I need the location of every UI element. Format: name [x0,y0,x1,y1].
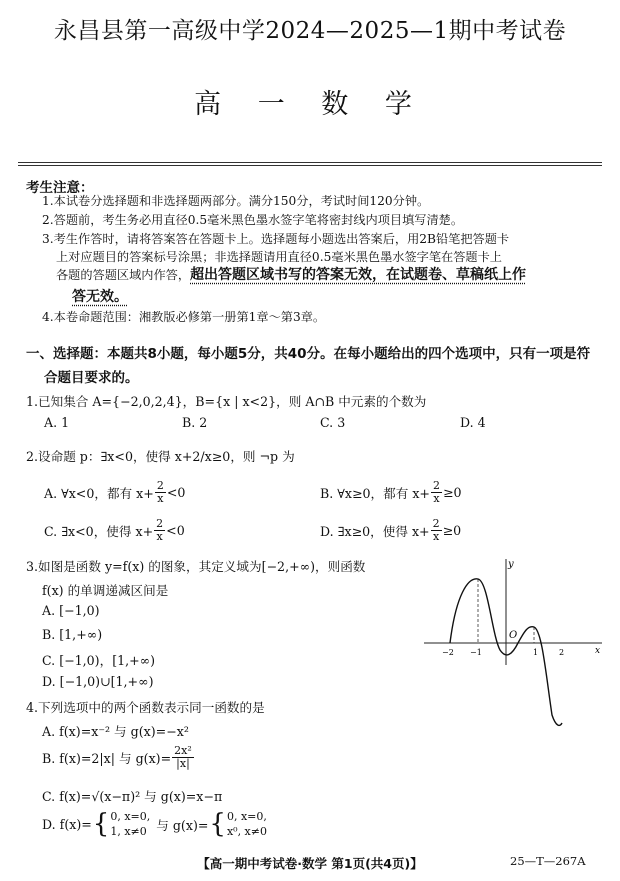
question-2-option-c [44,518,185,543]
note-3-line-2: 上对应题目的答案标号涂黑；非选择题请用直径0.5毫米黑色墨水签字笔在答题卡上 [56,250,502,264]
note-3-line-1: 3.考生作答时，请将答案答在答题卡上。选择题每小题选出答案后，用2B铅笔把答题卡 [42,232,510,246]
brace: { [92,809,110,839]
note-1: 1.本试卷分选择题和非选择题两部分。满分150分，考试时间120分钟。 [42,194,430,208]
tick-label: 2 [559,648,565,657]
question-2-option-b [320,480,462,505]
frac-den: x [433,492,440,505]
question-3-option-d: D. [−1,0)∪[1,+∞) [42,674,154,689]
fraction [431,518,442,543]
note-4: 4.本卷命题范围：湘教版必修第一册第1章～第3章。 [42,310,326,324]
question-4-option-b [42,745,194,770]
opt-text: <0 [166,485,186,500]
frac-num: 2x² [174,744,192,757]
divider-top [18,162,602,163]
origin-label: O [509,630,518,641]
frac-den: |x| [176,757,190,770]
frac-den: x [156,530,163,543]
fraction [431,480,442,505]
question-2-stem: 2.设命题 p：∃x<0，使得 x+2/x≥0，则 ¬p 为 [26,449,295,464]
question-2-option-a [44,480,185,505]
x-axis-label: x [595,646,601,656]
frac-num: 2 [156,517,164,530]
frac-num: 2 [432,517,440,530]
question-4-option-a: A. f(x)=x⁻² 与 g(x)=−x² [42,724,189,739]
piece: 0, x=0, [110,810,151,823]
question-1-option-c: C. 3 [320,415,346,430]
exam-title: 永昌县第一高级中学2024—2025—1期中考试卷 [53,18,567,44]
function-graph [420,555,610,735]
question-3-option-b: B. [1,+∞) [42,627,103,642]
note-3-line-3 [56,266,526,284]
opt-text: 与 g(x)= [156,817,209,833]
piece: x⁰, x≠0 [226,825,267,838]
opt-text: C. ∃x<0，使得 x+ [44,524,154,539]
frac-den: x [432,530,440,543]
question-4-option-c: C. f(x)=√(x−π)² 与 g(x)=x−π [42,789,223,804]
piecewise-f [110,809,150,839]
question-3-option-c: C. [−1,0)，[1,+∞) [42,653,156,668]
opt-text: ≥0 [442,485,462,500]
page-footer: 【高一期中考试卷·数学 第1页(共4页)】 [197,856,423,871]
section-heading: 一、选择题：本题共8小题，每小题5分，共40分。在每小题给出的四个选项中，只有一项是符 [26,346,591,362]
opt-text: D. f(x)= [42,816,92,832]
question-3-stem-1: 3.如图是函数 y=f(x) 的图象，其定义域为[−2,+∞)，则函数 [26,559,366,574]
opt-text: D. ∃x≥0，使得 x+ [320,524,430,539]
piece: 0, x=0, [226,810,267,823]
question-4-stem: 4.下列选项中的两个函数表示同一函数的是 [26,700,265,715]
opt-text: B. ∀x≥0，都有 x+ [320,486,430,501]
piecewise-g [227,809,267,839]
opt-text: ≥0 [442,523,462,538]
opt-text: <0 [166,523,185,538]
question-1-option-a: A. 1 [44,415,70,430]
question-3-option-a: A. [−1,0) [42,603,100,618]
subject-title: 高 一 数 学 [194,89,426,120]
opt-text: A. ∀x<0，都有 x+ [44,486,154,501]
question-1-option-b: B. 2 [182,415,208,430]
tick-label: −1 [470,648,482,657]
question-1-stem: 1.已知集合 A={−2,0,2,4}，B={x | x<2}，则 A∩B 中元素的个数为 [26,394,427,409]
question-2-option-d [320,518,461,543]
piece: 1, x≠0 [110,825,147,838]
note-3-emphasis: 超出答题区域书写的答案无效，在试题卷、草稿纸上作 [190,267,527,283]
divider-top-2 [18,165,602,166]
note-3-emphasis-end: 答无效。 [72,289,128,305]
tick-label: 1 [533,648,539,657]
y-axis-label: y [508,559,514,570]
notes-title: 考生注意： [26,180,94,196]
exam-code: 25—T—267A [510,854,586,868]
frac-den: x [157,492,164,505]
question-4-option-d [42,809,267,839]
tick-label: −2 [442,648,454,657]
note-3-plain: 各题的答题区域内作答， [56,268,191,282]
fraction [154,518,165,543]
section-heading-cont: 合题目要求的。 [44,370,139,386]
question-1-option-d: D. 4 [460,415,486,430]
note-2: 2.答题前，考生务必用直径0.5毫米黑色墨水签字笔将密封线内项目填写清楚。 [42,213,464,227]
fraction [172,745,194,770]
opt-text: B. f(x)=2|x| 与 g(x)= [42,751,172,766]
frac-num: 2 [156,479,164,492]
frac-num: 2 [432,479,440,492]
brace: { [209,809,226,839]
question-3-stem-2: f(x) 的单调递减区间是 [42,583,169,598]
fraction [155,480,166,505]
